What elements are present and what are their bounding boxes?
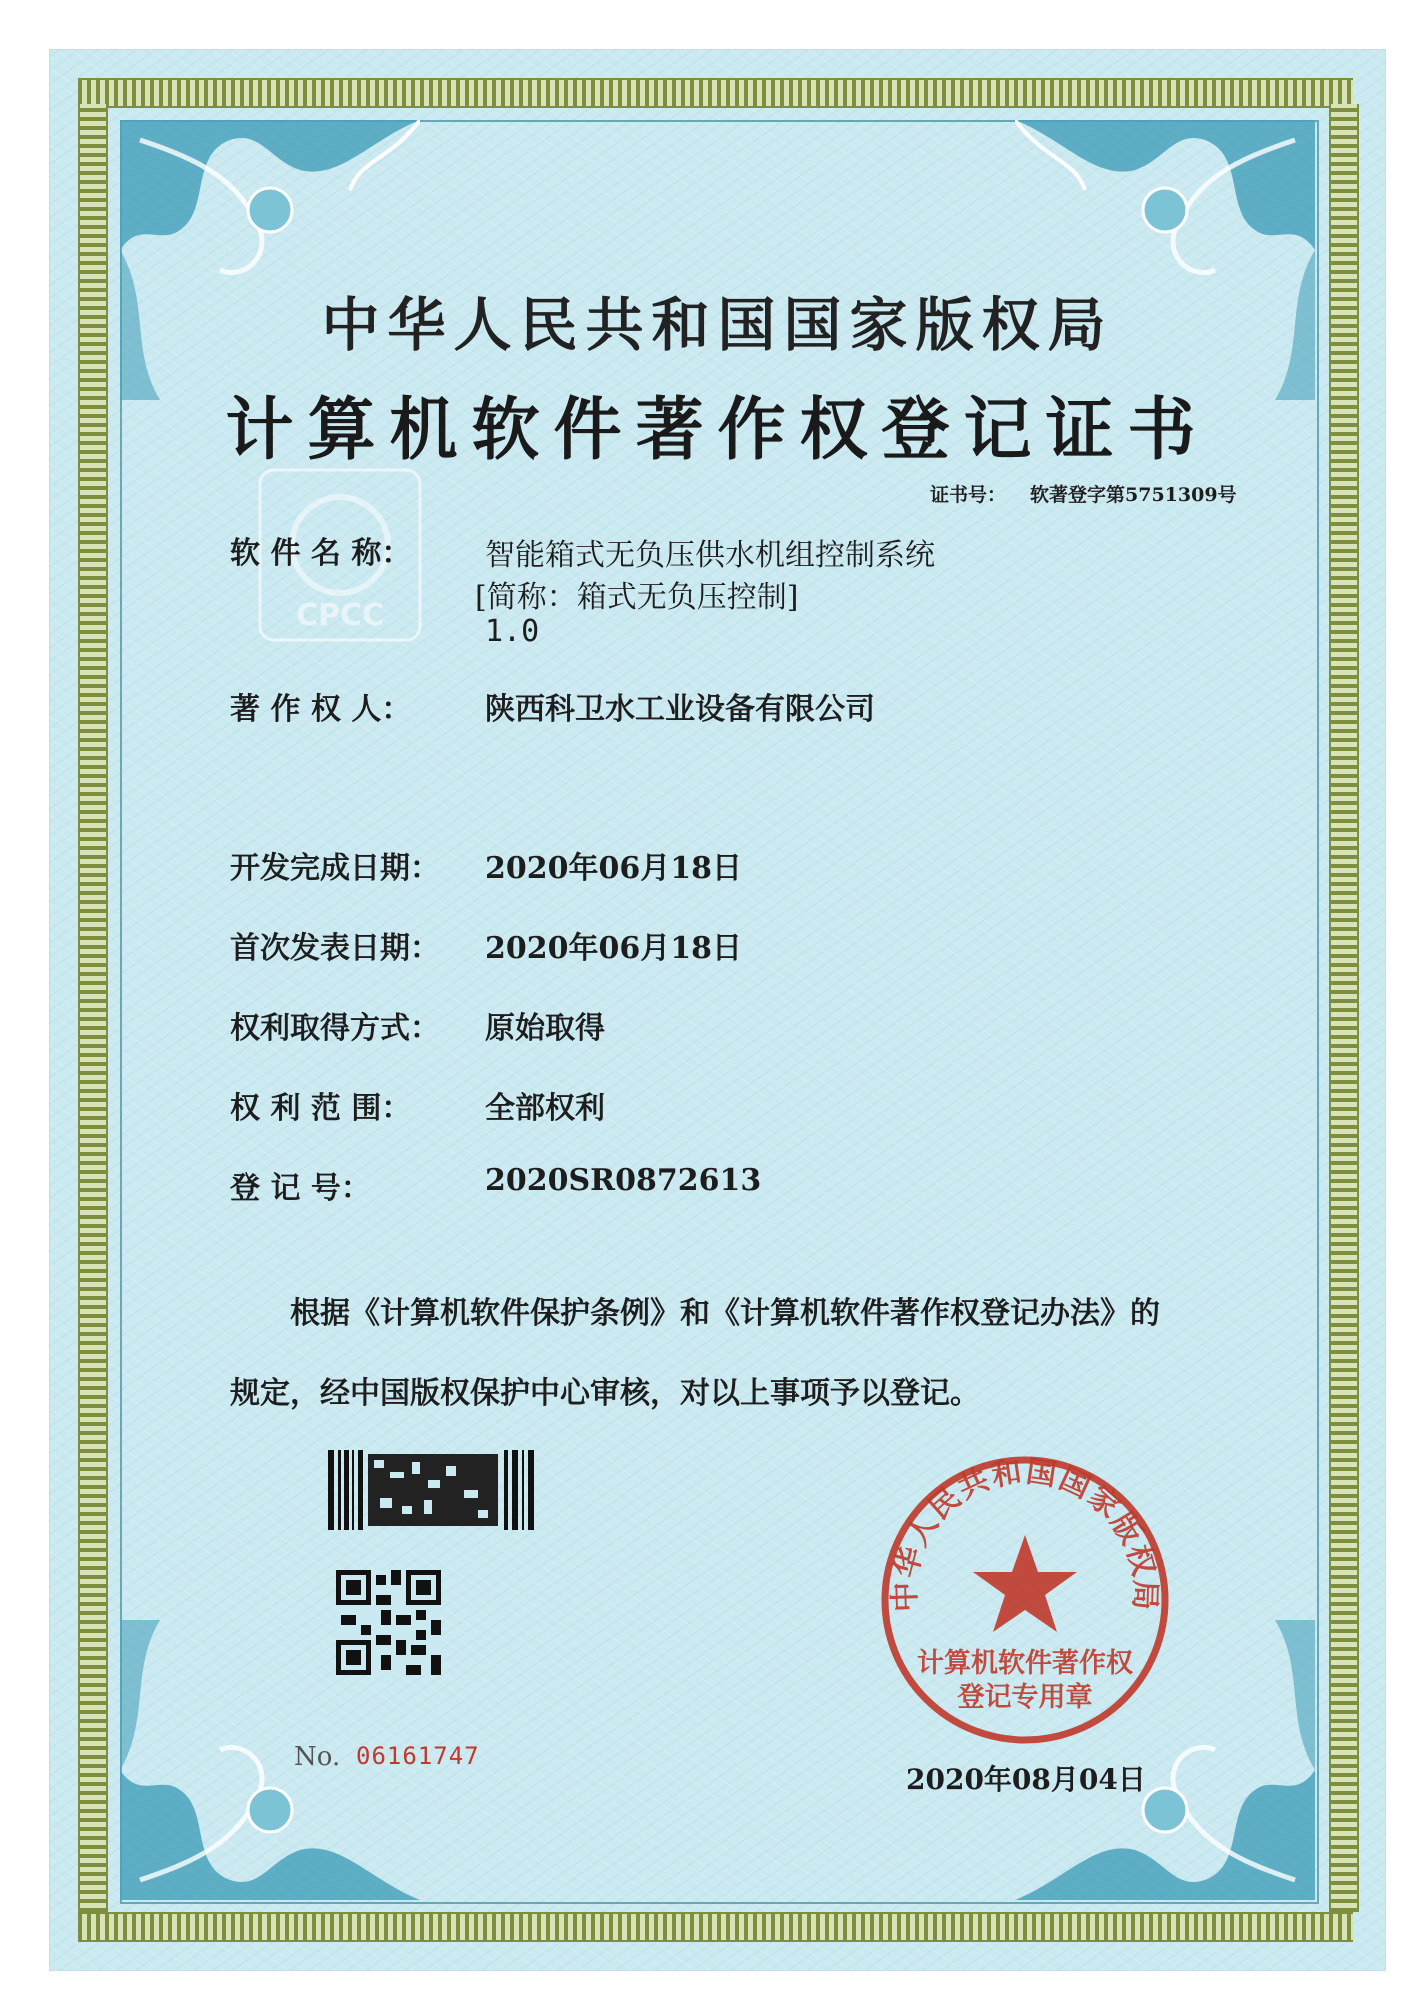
publication-date-value: 2020年06月18日 [485, 931, 742, 966]
registration-number-label: 登 记 号： [230, 1171, 371, 1206]
rights-acquisition-value: 原始取得 [485, 1011, 605, 1046]
statement-line-1: 根据《计算机软件保护条例》和《计算机软件著作权登记办法》的 [290, 1296, 1160, 1331]
top-border [78, 78, 1353, 108]
seal-line-2: 登记专用章 [957, 1682, 1093, 1713]
certificate-number-label: 证书号： [930, 484, 1007, 506]
statement-line-2: 规定，经中国版权保护中心审核，对以上事项予以登记。 [230, 1376, 980, 1411]
seal-line-1: 计算机软件著作权 [917, 1648, 1133, 1679]
seal-star-icon [973, 1535, 1077, 1632]
rights-acquisition-label: 权利取得方式： [230, 1011, 440, 1046]
rights-scope-label: 权 利 范 围： [230, 1091, 412, 1126]
official-seal [875, 1450, 1175, 1750]
serial-number-value: 06161747 [356, 1742, 480, 1770]
certificate-number-value: 软著登字第5751309号 [1030, 484, 1237, 506]
bottom-border [78, 1912, 1353, 1942]
watermark-text: CPCC [295, 598, 385, 633]
software-version: 1.0 [485, 614, 540, 649]
certificate-title: 计算机软件著作权登记证书 [225, 390, 1210, 470]
certificate [50, 50, 1385, 1970]
rights-scope-value: 全部权利 [485, 1091, 605, 1126]
software-short-name: [简称：箱式无负压控制] [475, 580, 799, 615]
serial-number-label: No. [294, 1742, 341, 1772]
copyright-owner-label: 著 作 权 人： [230, 692, 412, 727]
seal-date: 2020年08月04日 [906, 1763, 1146, 1796]
publication-date-label: 首次发表日期： [230, 931, 440, 966]
software-name-label: 软 件 名 称： [230, 536, 412, 571]
registration-number-value: 2020SR0872613 [485, 1163, 762, 1198]
software-name-value: 智能箱式无负压供水机组控制系统 [485, 538, 935, 573]
barcode [328, 1450, 538, 1530]
qr-code [336, 1570, 441, 1675]
development-date-label: 开发完成日期： [230, 851, 440, 886]
copyright-owner-value: 陕西科卫水工业设备有限公司 [485, 692, 875, 727]
authority-title: 中华人民共和国国家版权局 [321, 291, 1114, 359]
seal-arc-text: 中华人民共和国国家版权局 [887, 1454, 1163, 1613]
development-date-value: 2020年06月18日 [485, 851, 742, 886]
